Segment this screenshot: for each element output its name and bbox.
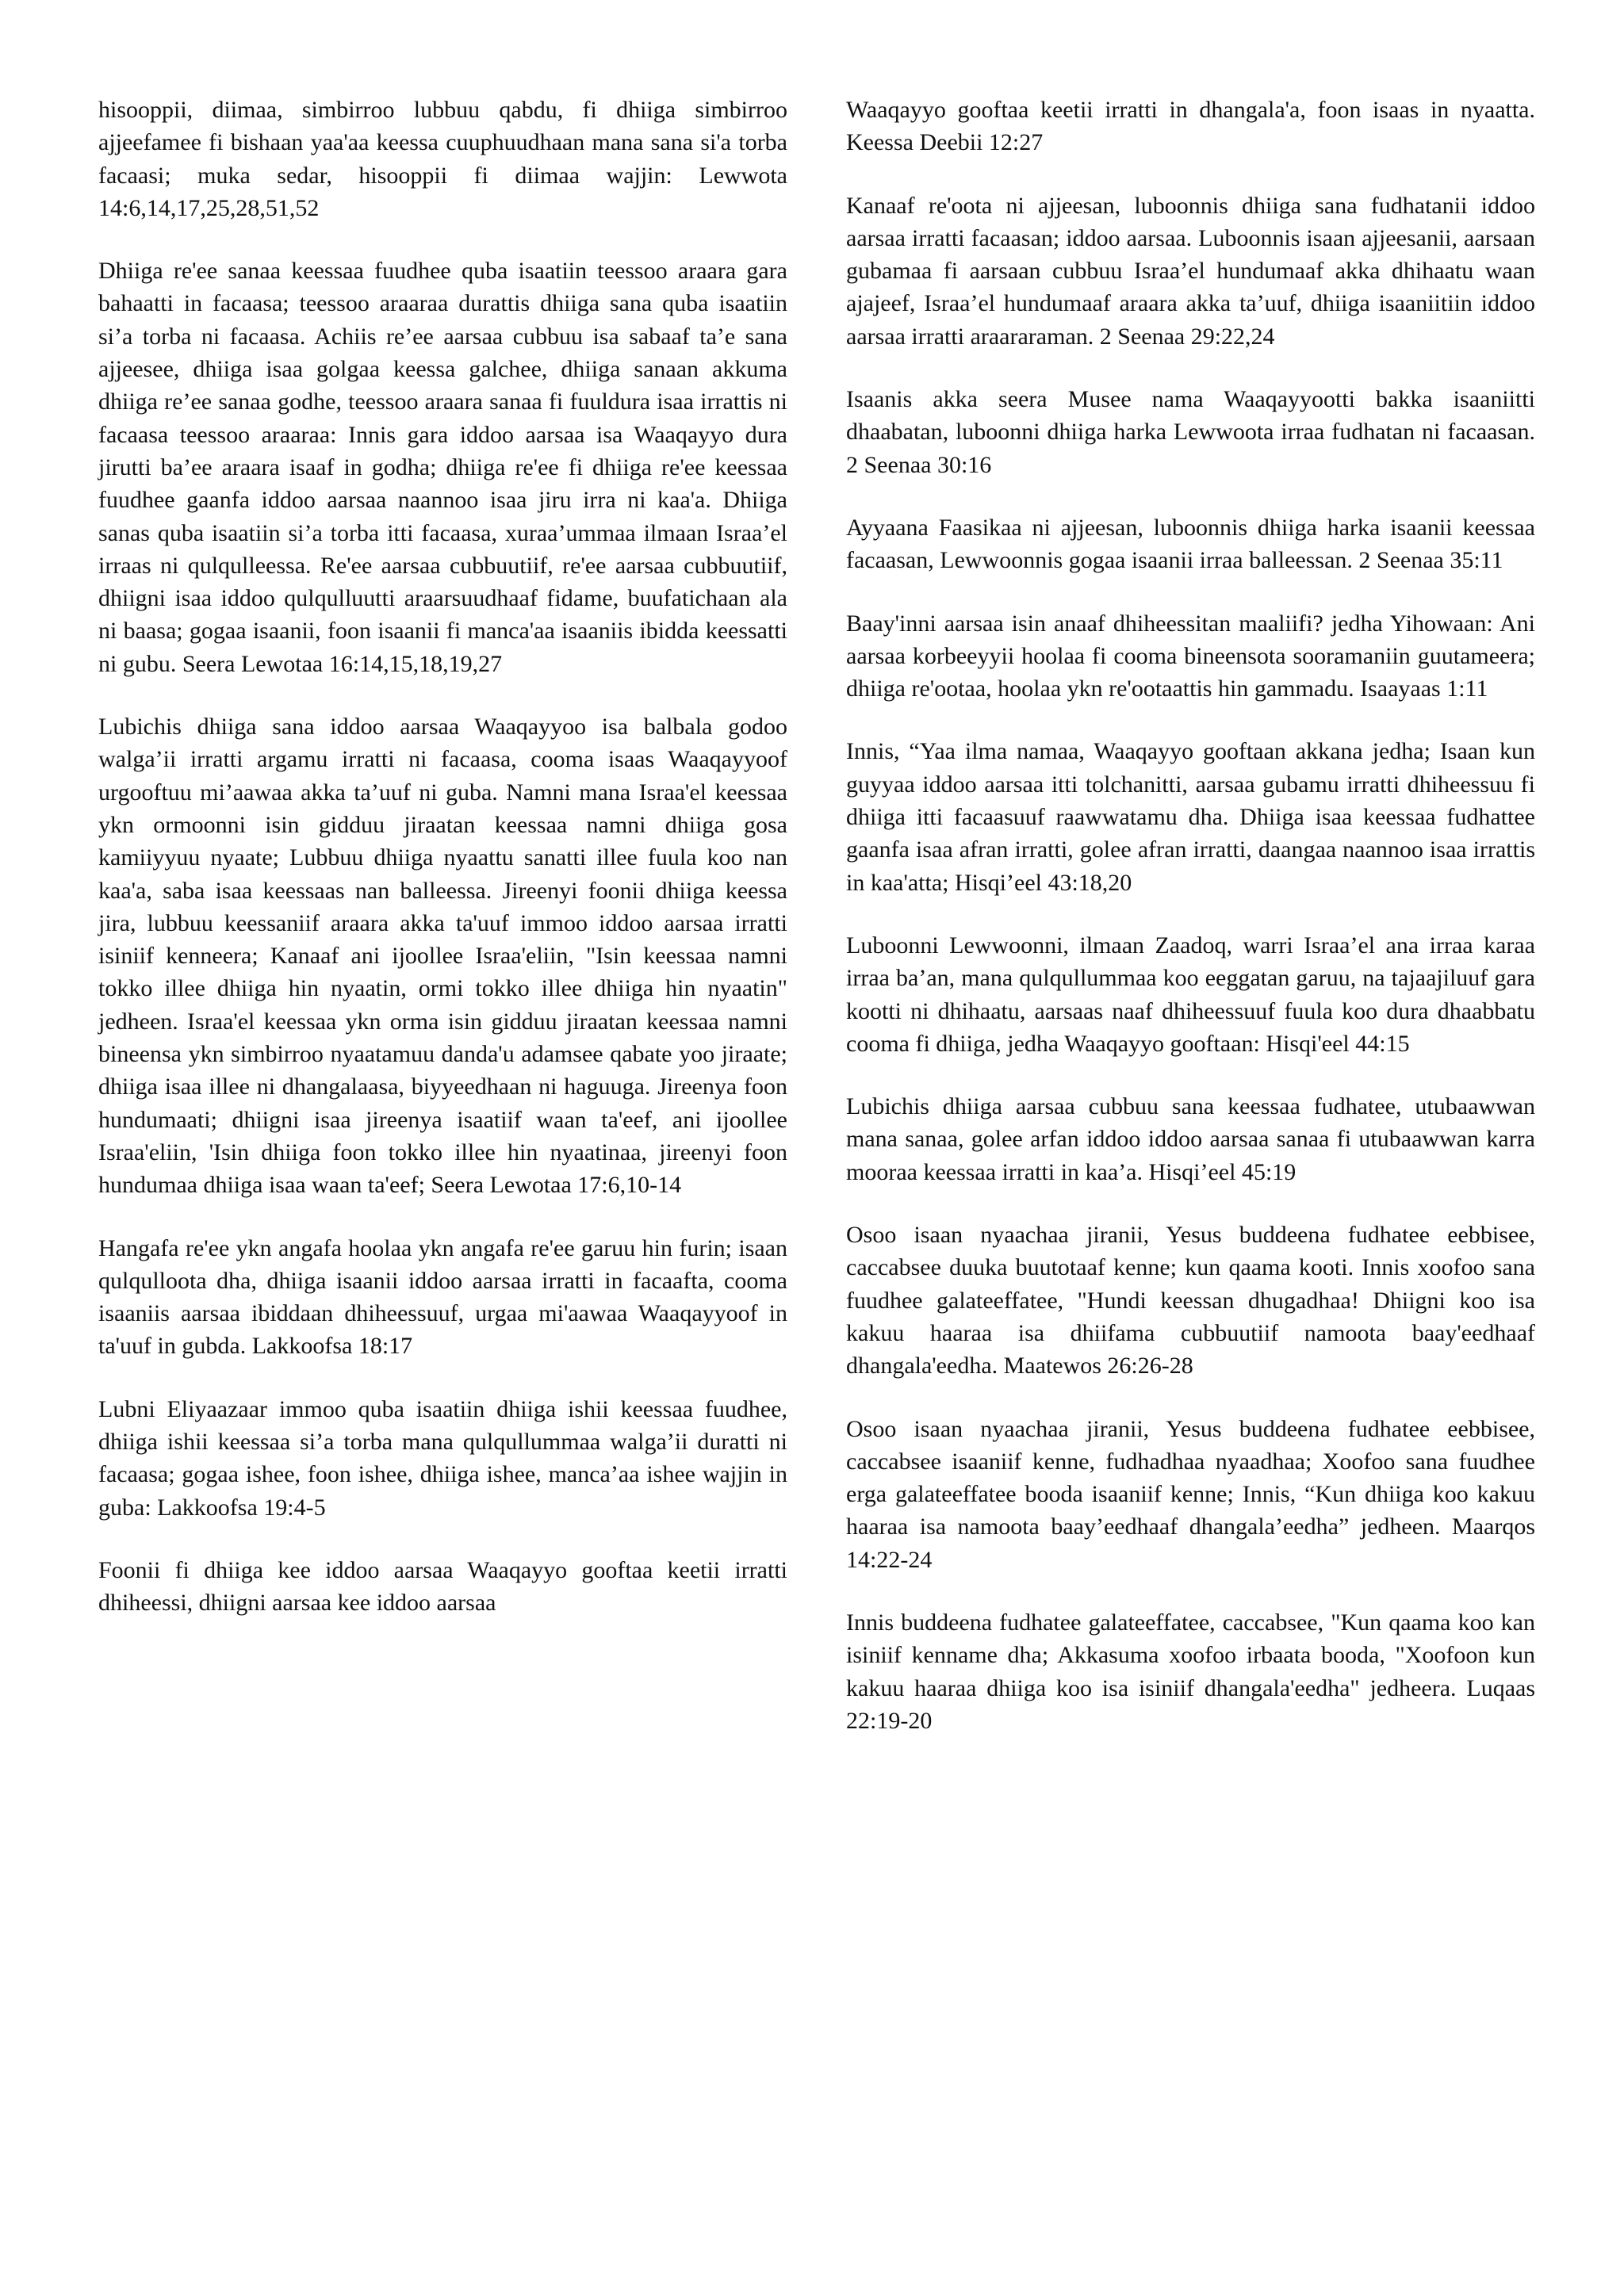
paragraph-deuteronomy-12-start: Foonii fi dhiiga kee iddoo aarsaa Waaqayyo gooftaa keetii irratti dhiheessi, dhiigni aarsaa kee iddoo aarsaa — [98, 1556, 787, 1617]
paragraph-matthew-26: Osoo isaan nyaachaa jiranii, Yesus buddeena fudhatee eebbisee, caccabsee duuka buutotaaf kenne; kun qaama kooti. Innis xoofoo sana fuudhee galateeffatee, "Hundi keessan dhugadhaa! Dhiigni koo isa kakuu haaraa isa dhiifama cubbuutiif namoota baay'eedhaaf dhangala'eedha. Maatewos 26:26-28 — [846, 1222, 1535, 1380]
paragraph-leviticus-17: Lubichis dhiiga sana iddoo aarsaa Waaqayyoo isa balbala godoo walga’ii irratti argamu irratti ni facaasa, cooma isaas Waaqayyoof urgooftuu mi’aawaa akka ta’uuf ni guba. Namni mana Israa'el keessaa ykn ormoonni isin gidduu jiraatan keessaa namni dhiiga gosa kamiiyyuu nyaate; Lubbuu dhiiga nyaattu sanatti illee fuula koo nan kaa'a, saba isaa keessaas nan balleessa. Jireenyi foonii dhiiga keessa jira, lubbuu keessaniif araara akka ta'uuf immoo iddoo aarsaa irratti isiniif kenneera; Kanaaf ani ijoollee Israa'eliin, "Isin keessaa namni tokko illee dhiiga hin nyaatin, ormi tokko illee dhiiga hin nyaatin" jedheen. Israa'el keessaa ykn orma isin gidduu jiraatan keessaa namni bineensa ykn simbirroo nyaatamuu danda'u adamsee qabate yoo jiraate; dhiiga isaa illee ni dhangalaasa, biyyeedhaan ni haguuga. Jireenya foon hundumaati; dhiigni isaa jireenya isaatiif waan ta'eef, ani ijoollee Israa'eliin, 'Isin dhiiga foon tokko illee hin nyaatinaa, jireenyi foon hundumaa dhiiga isaa waan ta'eef; Seera Lewotaa 17:6,10-14 — [98, 714, 787, 1199]
paragraph-ezekiel-45: Lubichis dhiiga aarsaa cubbuu sana keessaa fudhatee, utubaawwan mana sanaa, golee arfan iddoo iddoo aarsaa sanaa fi utubaawwan karra mooraa keessaa irratti in kaa’a. Hisqi’eel 45:19 — [846, 1093, 1535, 1185]
paragraph-2-chronicles-29: Kanaaf re'oota ni ajjeesan, luboonnis dhiiga sana fudhatanii iddoo aarsaa irratti facaasan; iddoo aarsaa. Luboonnis isaan ajjeesanii, aarsaan gubamaa fi aarsaan cubbuu Israa’el hundumaaf akka dhihaatu waan ajajeef, Israa’el hundumaaf araara akka ta’uuf, dhiiga isaaniitiin iddoo aarsaa irratti araararaman. 2 Seenaa 29:22,24 — [846, 192, 1535, 350]
paragraph-numbers-18: Hangafa re'ee ykn angafa hoolaa ykn angafa re'ee garuu hin furin; isaan qulqulloota dha, dhiiga isaanii iddoo aarsaa irratti in facaafta, cooma isaaniis aarsaa ibiddaan dhiheessuuf, urgaa mi'aawaa Waaqayyoof in ta'uuf in gubda. Lakkoofsa 18:17 — [98, 1234, 787, 1360]
paragraph-mark-14: Osoo isaan nyaachaa jiranii, Yesus buddeena fudhatee eebbisee, caccabsee isaaniif kenne, fudhadhaa nyaadhaa; Xoofoo sana fuudhee erga galateeffatee booda isaaniif kenne; Innis, “Kun dhiiga koo kakuu haaraa isa namoota baay’eedhaaf dhangala’eedha” jedheen. Maarqos 14:22-24 — [846, 1415, 1535, 1573]
paragraph-2-chronicles-30: Isaanis akka seera Musee nama Waaqayyootti bakka isaaniitti dhaabatan, luboonni dhiiga harka Lewwoota irraa fudhatan ni facaasan. 2 Seenaa 30:16 — [846, 386, 1535, 478]
paragraph-luke-22: Innis buddeena fudhatee galateeffatee, caccabsee, "Kun qaama koo kan isiniif kenname dha; Akkasuma xoofoo irbaata booda, "Xoofoon kun kakuu haaraa dhiiga koo isa isiniif dhangala'eedha" jedheera. Luqaas 22:19-20 — [846, 1609, 1535, 1734]
right-column — [846, 94, 1535, 2234]
paragraph-leviticus-16: Dhiiga re'ee sanaa keessaa fuudhee quba isaatiin teessoo araara gara bahaatti in facaasa; teessoo araaraa durattis dhiiga sana quba isaatiin si’a torba ni facaasa. Achiis re’ee aarsaa cubbuu isa sabaaf ta’e sana ajjeesee, dhiiga isaa golgaa keessa galchee, dhiiga sanaan akkuma dhiiga re’ee sanaa godhe, teessoo araara sanaa fi fuuldura isaa irrattis ni facaasa teessoo araaraa: Innis gara iddoo aarsaa isa Waaqayyo dura jirutti ba’ee araara isaaf in godha; dhiiga re'ee fi dhiiga re'ee keessaa fuudhee gaanfa iddoo aarsaa naannoo isaa jiru irra ni kaa'a. Dhiiga sanas quba isaatiin si’a torba itti facaasa, xuraa’ummaa ilmaan Israa’el irraas ni qulqulleessa. Re'ee aarsaa cubbuutiif, re'ee aarsaa cubbuutiif, dhiigni isaa iddoo qulqulluutti araarsuudhaaf fidame, buufatichaan ala ni baasa; gogaa isaanii, foon isaanii fi manca'aa isaaniis ibidda keessatti ni gubu. Seera Lewotaa 16:14,15,18,19,27 — [98, 258, 787, 677]
document-page — [98, 94, 1535, 2234]
paragraph-ezekiel-43: Innis, “Yaa ilma namaa, Waaqayyo gooftaan akkana jedha; Isaan kun guyyaa iddoo aarsaa itti tolchanitti, aarsaa gubamu irratti dhiheessuu fi dhiiga itti facaasuuf raawwatamu dha. Dhiiga isaa keessaa fudhattee gaanfa isaa afran irratti, golee afran irratti, daangaa naannoo isaa irrattis in kaa'atta; Hisqi’eel 43:18,20 — [846, 738, 1535, 896]
paragraph-numbers-19: Lubni Eliyaazaar immoo quba isaatiin dhiiga ishii keessaa fuudhee, dhiiga ishii keessaa si’a torba mana qulqullummaa walga’ii duratti ni facaasa; gogaa ishee, foon ishee, dhiiga ishee, manca’aa ishee wajjin in guba: Lakkoofsa 19:4-5 — [98, 1395, 787, 1521]
paragraph-ezekiel-44: Luboonni Lewwoonni, ilmaan Zaadoq, warri Israa’el ana irraa karaa irraa ba’an, mana qulqullummaa koo eeggatan garuu, na tajaajiluuf gara kootti ni dhihaatu, aarsaas naaf dhiheessuuf fuula koo dura dhaabbatu cooma fi dhiiga, jedha Waaqayyo gooftaan: Hisqi'eel 44:15 — [846, 932, 1535, 1057]
left-column — [98, 94, 787, 2234]
paragraph-leviticus-14: hisooppii, diimaa, simbirroo lubbuu qabdu, fi dhiiga simbirroo ajjeefamee fi bishaan yaa'aa keessa cuuphuudhaan mana sana si'a torba facaasi; muka sedar, hisooppii fi diimaa wajjin: Lewwota 14:6,14,17,25,28,51,52 — [98, 97, 787, 221]
paragraph-deuteronomy-12-end: Waaqayyo gooftaa keetii irratti in dhangala'a, foon isaas in nyaatta. Keessa Deebii 12:27 — [846, 97, 1535, 156]
paragraph-2-chronicles-35: Ayyaana Faasikaa ni ajjeesan, luboonnis dhiiga harka isaanii keessaa facaasan, Lewwoonnis gogaa isaanii irraa balleessan. 2 Seenaa 35:11 — [846, 514, 1535, 574]
paragraph-isaiah-1: Baay'inni aarsaa isin anaaf dhiheessitan maaliifi? jedha Yihowaan: Ani aarsaa korbeeyyii hoolaa fi cooma bineensota sooramaniin guutameera; dhiiga re'ootaa, hoolaa ykn re'ootaattis hin gammadu. Isaayaas 1:11 — [846, 610, 1535, 702]
